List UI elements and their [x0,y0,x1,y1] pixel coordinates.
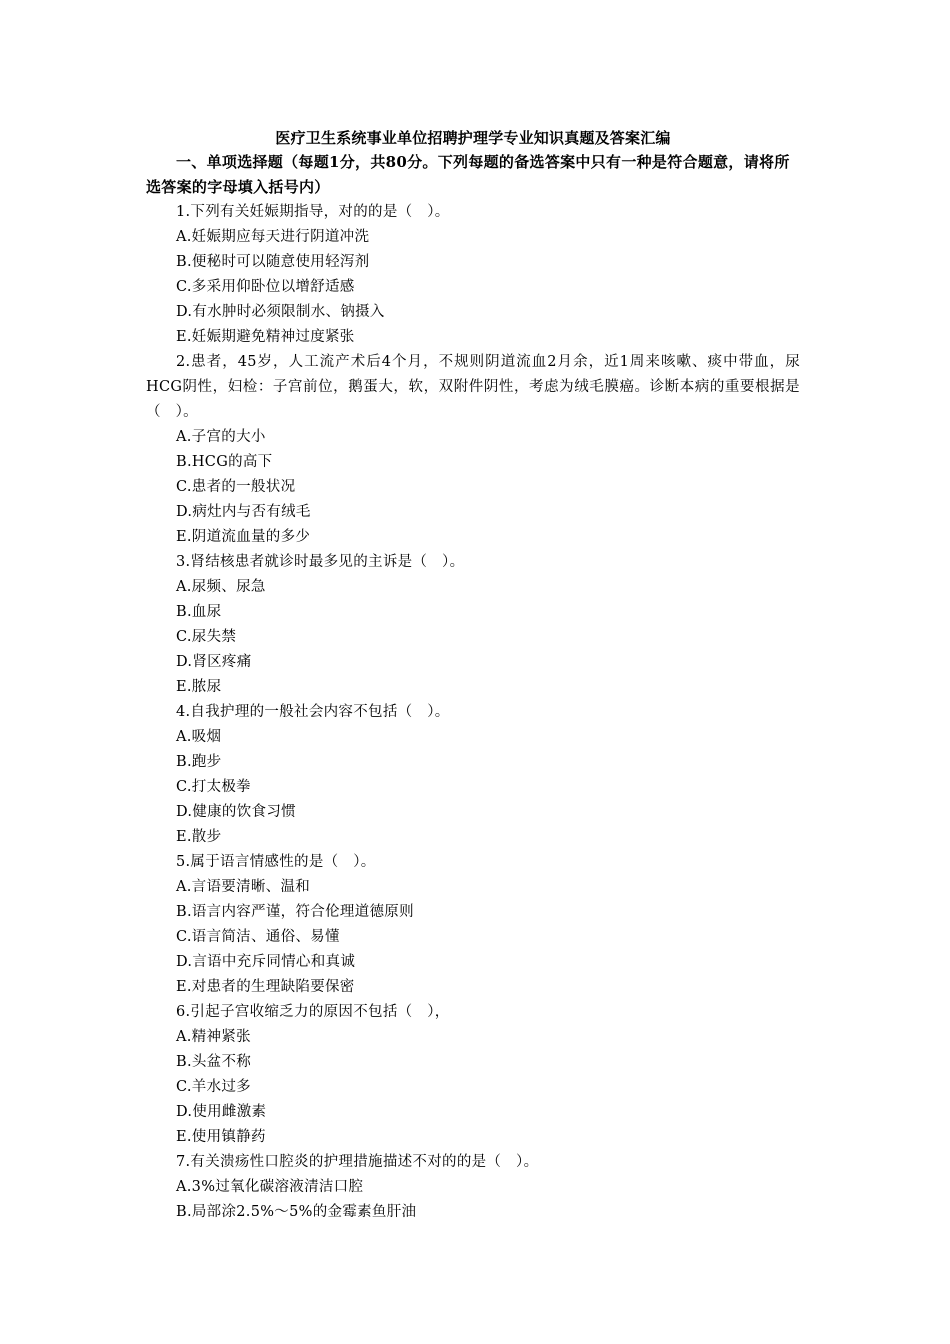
question-item [146,350,800,550]
question-stem: 4.自我护理的一般社会内容不包括（ ）。 [176,704,450,720]
question-stem: 7.有关溃疡性口腔炎的护理措施描述不对的的是（ ）。 [176,1154,539,1170]
answer-option: D.言语中充斥同情心和真诚 [176,954,356,970]
answer-option: B.跑步 [176,754,222,770]
answer-option: B.便秘时可以随意使用轻泻剂 [176,254,370,270]
question-list [146,200,800,1225]
question-item [146,200,800,350]
answer-option: C.尿失禁 [176,629,237,645]
answer-option: A.精神紧张 [176,1029,251,1045]
answer-option: B.头盆不称 [176,1054,252,1070]
document-page [146,126,800,1225]
question-stem: 6.引起子宫收缩乏力的原因不包括（ ）， [176,1004,450,1020]
answer-option: C.打太极拳 [176,779,251,795]
answer-option: D.使用雌激素 [176,1104,267,1120]
question-item [146,850,800,1000]
answer-option: A.吸烟 [176,729,222,745]
answer-option: A.子宫的大小 [176,429,266,445]
answer-option: D.有水肿时必须限制水、钠摄入 [176,304,385,320]
answer-option: D.肾区疼痛 [176,654,252,670]
answer-option: E.阴道流血量的多少 [176,529,311,545]
question-item [146,700,800,850]
answer-option: A.尿频、尿急 [176,579,266,595]
answer-option: B.语言内容严谨，符合伦理道德原则 [176,904,414,920]
answer-option: C.羊水过多 [176,1079,251,1095]
answer-option: E.使用镇静药 [176,1129,266,1145]
answer-option: E.散步 [176,829,222,845]
question-item [146,1150,800,1225]
answer-option: E.妊娠期避免精神过度紧张 [176,329,355,345]
answer-option: B.局部涂2.5%～5%的金霉素鱼肝油 [176,1204,417,1220]
answer-option: C.患者的一般状况 [176,479,296,495]
answer-option: A.3%过氧化碳溶液清洁口腔 [176,1179,364,1195]
question-item [146,1000,800,1150]
question-item [146,550,800,700]
answer-option: D.病灶内与否有绒毛 [176,504,311,520]
answer-option: E.脓尿 [176,679,222,695]
question-stem: 1.下列有关妊娠期指导，对的的是（ ）。 [176,204,450,220]
answer-option: A.妊娠期应每天进行阴道冲洗 [176,229,370,245]
question-stem: 5.属于语言情感性的是（ ）。 [176,854,376,870]
answer-option: B.HCG的高下 [176,454,273,470]
answer-option: C.语言简洁、通俗、易懂 [176,929,340,945]
section-heading: 一、单项选择题（每题1分，共80分。下列每题的备选答案中只有一种是符合题意，请将所选答案的字母填入括号内） [146,153,790,196]
answer-option: A.言语要清晰、温和 [176,879,311,895]
answer-option: C.多采用仰卧位以增舒适感 [176,279,355,295]
question-stem: 2.患者，45岁，人工流产术后4个月，不规则阴道流血2月余，近1周来咳嗽、痰中带血，尿HCG阴性，妇检：子宫前位，鹅蛋大，软，双附件阴性，考虑为绒毛膜癌。诊断本病的重要根据是（ ）。 [146,354,800,420]
answer-option: B.血尿 [176,604,222,620]
document-title: 医疗卫生系统事业单位招聘护理学专业知识真题及答案汇编 [275,129,671,147]
answer-option: D.健康的饮食习惯 [176,804,296,820]
answer-option: E.对患者的生理缺陷要保密 [176,979,355,995]
question-stem: 3.肾结核患者就诊时最多见的主诉是（ ）。 [176,554,465,570]
